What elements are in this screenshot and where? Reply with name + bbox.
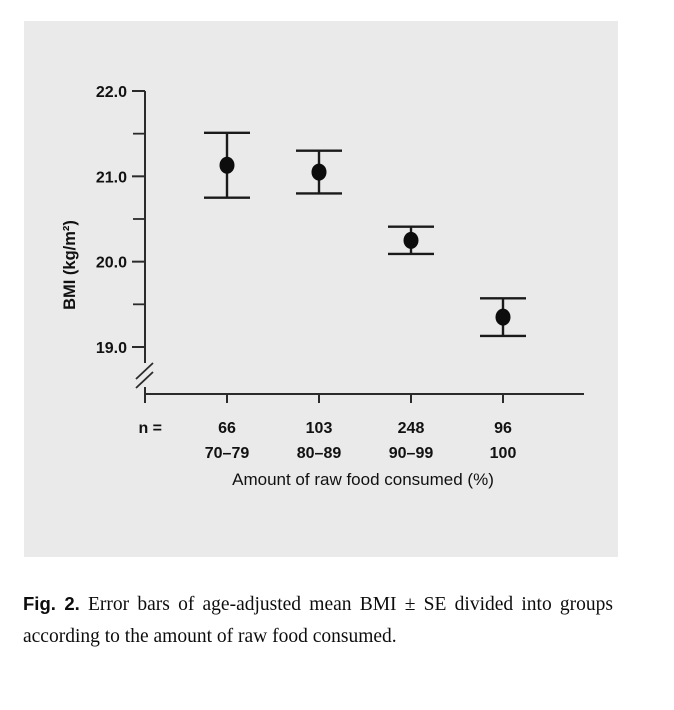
chart-panel [24,21,618,557]
data-points [204,133,526,336]
axis-break-slash [136,363,153,379]
y-axis [61,84,153,394]
category-label: 90–99 [388,445,434,462]
n-equals-label: n = [138,420,162,437]
figure-caption [23,588,613,653]
category-label: 80–89 [296,445,342,462]
error-bar-point [480,298,526,336]
error-bar-point [296,151,342,194]
n-value-label: 66 [218,420,236,437]
y-tick-label: 20.0 [95,254,127,272]
category-label: 100 [489,445,517,462]
x-axis-title: Amount of raw food consumed (%) [232,470,494,489]
mean-marker [496,309,511,326]
y-tick-label: 19.0 [95,339,127,357]
y-tick-label: 21.0 [95,169,127,187]
n-value-label: 103 [305,420,333,437]
caption-text: Error bars of age-adjusted mean BMI ± SE divided into groups according to the amount of raw food consumed. [23,594,613,647]
mean-marker [312,164,327,181]
axis-break-slash [136,372,153,388]
category-label: 70–79 [204,445,250,462]
n-value-label: 248 [397,420,425,437]
caption-label: Fig. 2. [23,593,80,614]
error-bar-point [388,227,434,254]
errorbar-chart [24,21,618,557]
n-value-label: 96 [494,420,512,437]
x-axis [138,394,584,489]
y-axis-title: BMI (kg/m²) [61,220,79,310]
mean-marker [404,232,419,249]
mean-marker [220,157,235,174]
error-bar-point [204,133,250,198]
y-tick-label: 22.0 [95,84,127,101]
